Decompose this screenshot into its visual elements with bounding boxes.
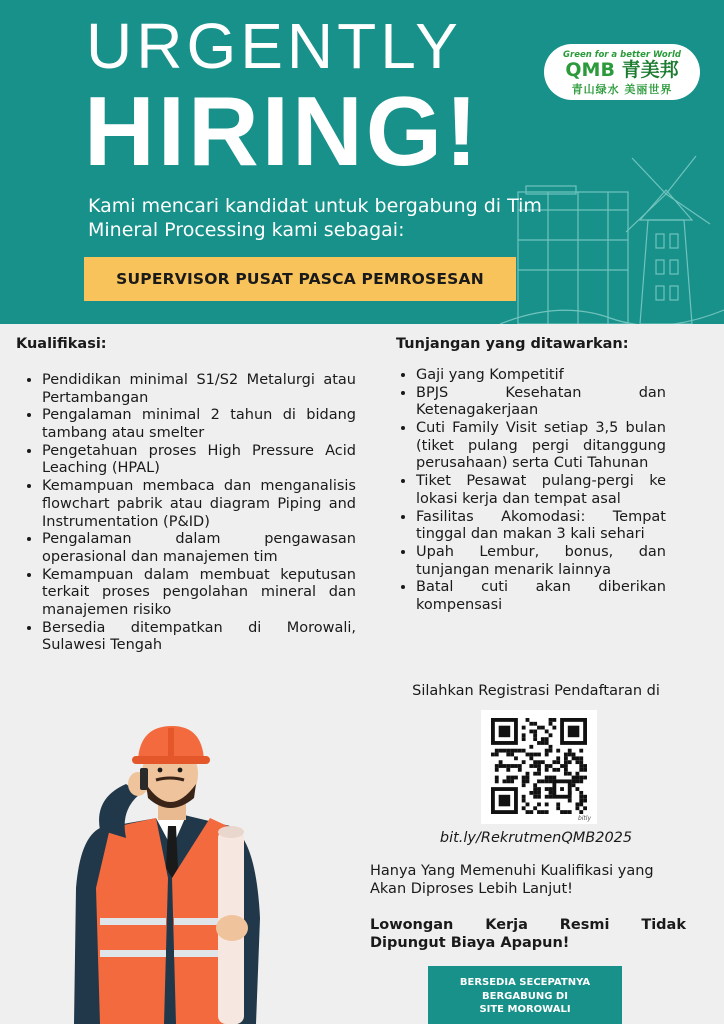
list-item: • Fasilitas Akomodasi: Tempat tinggal dan makan 3 kali sehari <box>416 509 666 544</box>
headline-urgently: URGENTLY <box>86 10 462 82</box>
header-banner <box>0 0 724 324</box>
cta-line: BERGABUNG DI <box>482 990 568 1002</box>
qualification-notice: Hanya Yang Memenuhi Kualifikasi yang Akan Diproses Lebih Lanjut! <box>370 863 654 898</box>
list-item: • BPJS Kesehatan dan Ketenagakerjaan <box>416 385 666 420</box>
list-item: • Upah Lembur, bonus, dan tunjangan menarik lainnya <box>416 544 666 579</box>
cta-banner <box>428 966 622 1024</box>
list-item: • Bersedia ditempatkan di Morowali, Sulawesi Tengah <box>42 620 356 655</box>
intro-text: Kami mencari kandidat untuk bergabung di Tim Mineral Processing kami sebagai: <box>88 195 542 242</box>
qualifications-list <box>16 372 356 655</box>
position-title: SUPERVISOR PUSAT PASCA PEMROSESAN <box>116 270 484 288</box>
list-item: • Batal cuti akan diberikan kompensasi <box>416 579 666 614</box>
qr-code[interactable] <box>481 710 597 824</box>
qr-brand: bitly <box>577 815 591 822</box>
position-banner <box>84 257 516 301</box>
headline-hiring: HIRING! <box>84 76 481 186</box>
qualifications-title: Kualifikasi: <box>16 336 107 352</box>
list-item: • Pengetahuan proses High Pressure Acid Leaching (HPAL) <box>42 443 356 478</box>
worker-illustration <box>60 718 280 1024</box>
list-item: • Pengalaman dalam pengawasan operasional dan manajemen tim <box>42 531 356 566</box>
logo-chinese-name: 青美邦 <box>621 59 679 81</box>
registration-text: Silahkan Registrasi Pendaftaran di <box>412 683 660 699</box>
logo-chinese-slogan: 青山绿水 美丽世界 <box>571 83 673 96</box>
list-item: • Kemampuan dalam membuat keputusan terkait proses pengolahan mineral dan manajemen risiko <box>42 567 356 620</box>
company-logo <box>544 44 700 100</box>
cta-line: SITE MOROWALI <box>479 1004 571 1015</box>
cta-line: BERSEDIA SECEPATNYA <box>459 977 591 988</box>
registration-link[interactable]: bit.ly/RekrutmenQMB2025 <box>439 830 633 846</box>
list-item: • Kemampuan membaca dan menganalisis flowchart pabrik atau diagram Piping and Instrumentation (P&ID) <box>42 478 356 531</box>
logo-mark-text: QMB <box>565 59 615 81</box>
logo-mark <box>544 61 700 80</box>
benefits-section <box>396 336 666 615</box>
free-of-charge-notice: Lowongan Kerja Resmi Tidak Dipungut Biaya Apapun! <box>370 917 686 952</box>
list-item: • Tiket Pesawat pulang-pergi ke lokasi kerja dan tempat asal <box>416 473 666 508</box>
list-item: • Pendidikan minimal S1/S2 Metalurgi atau Pertambangan <box>42 372 356 407</box>
list-item: • Cuti Family Visit setiap 3,5 bulan (tiket pulang pergi ditanggung perusahaan) serta Cuti Tahunan <box>416 420 666 473</box>
qr-code-icon <box>491 718 587 814</box>
list-item: • Pengalaman minimal 2 tahun di bidang tambang atau smelter <box>42 407 356 442</box>
logo-tagline: Green for a better World <box>563 50 681 60</box>
benefits-title: Tunjangan yang ditawarkan: <box>396 336 629 352</box>
qualifications-section <box>16 336 356 655</box>
benefits-list <box>396 367 666 615</box>
list-item: • Gaji yang Kompetitif <box>416 367 666 385</box>
